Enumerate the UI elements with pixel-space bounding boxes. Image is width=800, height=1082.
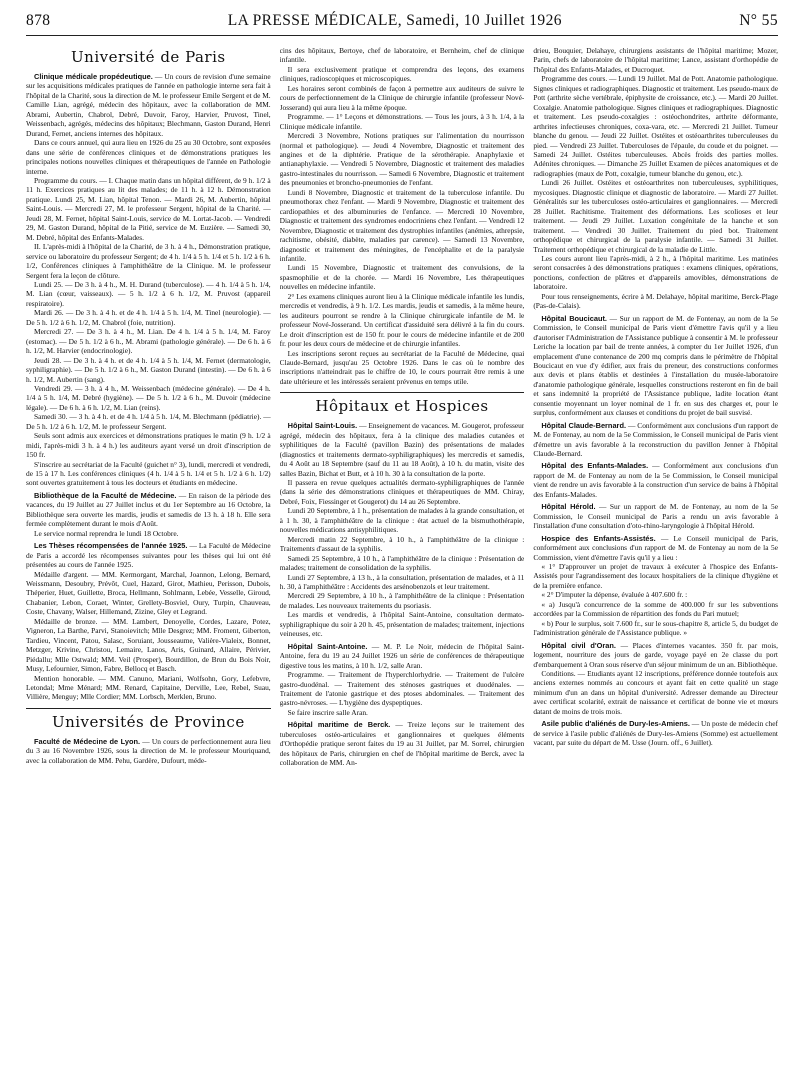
article-title: Hôpital Boucicaut. [541, 313, 607, 323]
article-text: — Un cours de perfectionnement aura lieu du 3 au 16 Novembre 1926, sous la direction de M. le professeur Mouriquand, avec la collaboration de MM. Pehu, Gardère, Dufourt, méde- [26, 736, 271, 765]
article-claude-bernard [533, 421, 778, 459]
article-text: — Un poste de médecin chef de service à l'asile public d'aliénés de Dury-les-Amiens (Somme) est actuellement vacant, par suite du départ de M. Usse (Journ. off., 6 Juillet). [533, 719, 778, 748]
paragraph: Programme. — 1° Leçons et démonstrations. — Tous les jours, à 3 h. 1/4, à la Clinique médicale infantile. [279, 112, 525, 131]
article-title: Clinique médicale propédeutique. [34, 72, 153, 81]
article-saint-louis [280, 421, 525, 478]
paragraph: Lundi 25. — De 3 h. à 4 h., M. H. Durand (tuberculose). — 4 h. 1/4 à 5 h. 1/4, M. Lian (cœur, vaisseaux). — 5 h. 1/2 à 6 h. 1/2, M. Pruvost (appareil respiratoire). [26, 279, 271, 308]
paragraph: Les inscriptions seront reçues au secrétariat de la Faculté de Médecine, quai Claude-Bernard, jusqu'au 25 Octobre 1926. Dans le cas où le nombre des inscriptions n'atteindrait pas le chiffre de 10, le cours pourrait être remis à une date ultérieure et les intéressés seraient prévenus en temps utile. [279, 348, 525, 386]
article-oran [533, 641, 778, 669]
paragraph: Mardi 26. — De 3 h. à 4 h. et de 4 h. 1/4 à 5 h. 1/4, M. Tinel (neurologie). — De 5 h. 1/2 à 6 h. 1/2, M. Chabrol (foie, nutrition). [26, 308, 271, 327]
article-text: — M. P. Le Noir, médecin de l'hôpital Saint-Antoine, fera du 19 au 24 Juillet 1926 un série de conférences de thérapeutique digestive tous les matins, à 10 h. 1/2, salle Aran. [279, 641, 525, 670]
article-title: Hôpital Claude-Bernard. [541, 420, 627, 430]
article-text: — La Faculté de Médecine de Paris a accordé les récompenses suivantes pour les thèses qui lui ont été présentées au cours de l'année 1925. [26, 541, 271, 570]
issue-number: N° 55 [739, 12, 778, 29]
article-dury [533, 719, 778, 747]
paragraph: Les horaires seront combinés de façon à permettre aux auditeurs de suivre le cours de perfectionnement de la Clinique de chirurgie infantile (professeur Nové-Josserand) qui aura lieu à la même époque. [279, 83, 525, 112]
paragraph: Vendredi 29. — 3 h. à 4 h., M. Weissenbach (médecine générale). — De 4 h. 1/4 à 5 h. 1/4, M. Debré (hygiène). — De 5 h. 1/2 à 6 h., M. Duvoir (médecine légale). — De 6 h. à 6 h. 1/2, M. Lian (reins). [26, 383, 271, 412]
article-text: — Sur un rapport de M. de Fontenay, au nom de la 5e Commission, le Conseil municipal de Paris a rendu un avis favorable à l'installation d'une consultation d'oto-rhino-laryngologie à l'hôpital Hérold. [533, 502, 778, 531]
article-clinique [26, 72, 271, 138]
columns [26, 46, 778, 1076]
column-1 [26, 46, 271, 1076]
article-herold [533, 502, 778, 530]
paragraph: Lundi 26 Juillet. Ostéites et ostéoarthrites non tuberculeuses, syphilitiques, mycosiques. Diagnostic clinique et diagnostic de laboratoire. — Mardi 27 Juillet. Généralités sur les tuberculoses ostéo-articulaires et ganglionnaires. — Mercredi 28 Juillet. Rachitisme. Traitement des déformations. Les scolioses et leur traitement. — Jeudi 29 Juillet. Luxation congénitale de la hanche et son traitement. — Vendredi 30 Juillet. Traitement du pied bot. Traitement orthopédique et chirurgical de la paralysie infantile. — Samedi 31 Juillet. Traitement orthopédique et chirurgical de la maladie de Little. [533, 178, 778, 254]
article-title: Les Thèses récompensées de l'année 1925. [34, 541, 188, 551]
paragraph: « 2° D'imputer la dépense, évaluée à 407.600 fr. : [541, 590, 688, 600]
article-title: Hôpital maritime de Berck. [287, 720, 391, 730]
article-text: — Enseignement de vacances. M. Gougerot, professeur agrégé, médecin des hôpitaux, fera à la clinique des maladies cutanées et syphilitiques de la Faculté (pavillon Bazin) des présentations de malades (diagnostics et traitements dermato-syphiligraphiques) les mercredis et samedis, du 4 Août au 18 Septembre (sauf du 11 au 18 Août), à 10 h. du matin, visite des salles Bazin, Bichat et Butt, et à 10 h. 30 à la consultation de la porte. [279, 421, 525, 478]
paragraph: Samedi 25 Septembre, à 10 h., à l'amphithéâtre de la clinique : Présentation de malades; traitement de consolidation de la syphilis. [279, 553, 525, 573]
article-text: — Sur un rapport de M. de Fontenay, au nom de la 5e Commission, le Conseil municipal de Paris vient d'émettre l'avis qu'il y a lieu d'autoriser l'Administration de l'Assistance publique à consentir à M. le professeur Leriche la location par bail de trente années, à compter du 1er Juillet 1926, d'un emplacement d'une contenance de 200 mq compris dans le périmètre de l'hôpital Boucicaut en vue d'y édifier, aux frais du preneur, des constructions conformes aux devis et plans établis et destinées à l'installation du musée-laboratoire d'anatomie pathologique générale, lesquelles constructions resteront en fin de bail et sans indemnité la propriété de l'Assistance publique, ladite location étant consentie moyennant un loyer nominal de 1 fr. en sus des charges et, pour le surplus, conformément aux clauses et conditions du projet de bail susvisé. [533, 313, 778, 418]
article-text: — Un cours de revision d'une semaine sur les acquisitions médicales pratiques de l'année en pathologie interne sera fait à l'hôpital de la Charité, sous la direction de M. le professeur Emile Sergent et de M. Camille Lian, agrégé, médecin des hôpitaux, avec la collaboration de MM. Abrami, Aubertin, Chabrol, Debré, Duvoir, Faroy, Harvier, Pruvost, Tinel, Weissenbach, agrégés, médecins des hôpitaux; Blechmann, Gaston Durand, Henri Durand, Fernet, anciens internes des hôpitaux. [26, 72, 271, 138]
article-text: — En raison de la période des vacances, du 19 Juillet au 27 Juillet inclus et du 1er Septembre au 16 Octobre, la Bibliothèque sera ouverte les mardis, jeudis et samedis de 13 h. à 18 h. Elle sera fermée complètement durant le mois d'Août. [26, 490, 271, 529]
article-bibliotheque [26, 491, 271, 529]
article-title: Hôpital Hérold. [541, 502, 596, 512]
article-text: — Le Conseil municipal de Paris, conformément aux conclusions d'un rapport de M. de Fontenay au nom de la 5e Commission, vient d'émettre l'avis qu'il y a lieu : [533, 533, 778, 562]
paragraph: Le service normal reprendra le lundi 18 Octobre. [34, 528, 179, 538]
article-enfants-assistes [533, 534, 778, 562]
paragraph: Les cours auront lieu l'après-midi, à 2 h., à l'hôpital maritime. Les matinées seront consacrées à des démonstrations pratiques : examens cliniques, opérations, ponctions, confection de plâtres et d'appareils amovibles, démonstrations de laboratoire. [533, 253, 778, 292]
article-theses [26, 541, 271, 569]
article-title: Hôpital civil d'Oran. [541, 640, 616, 650]
paragraph: Les mardis et vendredis, à l'hôpital Saint-Antoine, consultation dermato-syphiligraphique du soir à 20 h. 45, présentation de malades; traitement, injections veineuses, etc. [279, 610, 525, 639]
page-number: 878 [26, 12, 51, 29]
paragraph: Programme du cours. — I. Chaque matin dans un hôpital différent, de 9 h. 1/2 à 11 h. Exercices pratiques au lit des malades; de 11 h. à 12 h. Démonstration pratique. Lundi 25, M. Lian, hôpital Tenon. — Mardi 26, M. Aubertin, hôpital Saint-Louis. — Mercredi 27, M. le professeur Sergent, hôpital de la Charité. — Jeudi 28, M. Fernet, hôpital Saint-Louis, service de M. Lortat-Jacob. — Vendredi 29, M. Gaston Durand, hôpital de la Pitié, service de M. Euzière. — Samedi 30, M. Debré, hôpital des Enfants-Malades. [26, 175, 271, 242]
article-text: — Places d'internes vacantes. 350 fr. par mois, logement, nourriture des jours de garde, voyage payé en 2e classe du port d'embarquement à Oran sous réserve d'un séjour minimum de un an. Bibliothèque. [533, 640, 778, 669]
paragraph: Se faire inscrire salle Aran. [287, 707, 368, 717]
article-title: Hospice des Enfants-Assistés. [541, 533, 656, 543]
paragraph: S'inscrire au secrétariat de la Faculté (guichet n° 3), lundi, mercredi et vendredi, de 15 à 17 h. Les conférences cliniques (4 h. 1/4 à 5 h. 1/4 et 5 h. 1/2 à 6 h. 1/2) sont ouvertes gratuitement à tous les docteurs et étudiants en médecine. [26, 459, 271, 488]
journal-title: LA PRESSE MÉDICALE, Samedi, 10 Juillet 1926 [227, 12, 562, 29]
paragraph: Lundi 27 Septembre, à 13 h., à la consultation, présentation de malades, et à 11 h. 30, à l'amphithéâtre : Accidents des arsénobenzols et leur traitement. [279, 572, 525, 592]
paragraph: Lundi 15 Novembre, Diagnostic et traitement des convulsions, de la spasmophilie et de la chorée. — Mardi 16 Novembre, Les thérapeutiques nouvelles en médecine infantile. [279, 263, 525, 292]
paragraph: Il sera exclusivement pratique et comprendra des leçons, des examens cliniques, radioscopiques et microscopiques. [279, 64, 525, 84]
article-title: Hôpital Saint-Antoine. [287, 641, 368, 651]
section-title-universites-province: Universités de Province [51, 712, 245, 731]
article-title: Hôpital des Enfants-Malades. [541, 461, 649, 471]
paragraph: Mercredi 3 Novembre, Notions pratiques sur l'alimentation du nourrisson (normal et pathologique). — Jeudi 4 Novembre, Diagnostic et traitement des angines et de la diphtérie. Pratique de la sérothérapie. Anaphylaxie et antianaphylaxie. — Vendredi 5 Novembre, Diagnostic et traitement des maladies gastro-intestinales du nourrisson. — Samedi 6 Novembre, Diagnostic et traitement des pneumonies et broncho-pneumonies de l'enfant. [279, 131, 525, 188]
paragraph: Médaille de bronze. — MM. Lambert, Denoyelle, Cordes, Lazare, Potez, Vigneron, La Barthe, Parvi, Stanoievitch; Mlle Desgrez; MM. Froment, Giberton, Tardieu, Vincent, Patou, Salasc, Soruiant, Jousseaume, Valière-Vialeix, Bonnet, Metzger, Krivine, Christou, Lemaire, Lanos, Aris, Guinard, Allaire, Périvier, Piédallu; Mlle Ostwald; MM. Veil (Prosper), Bourdillon, de Brun du Bois Noir, Musy, Lefournier, Simon, Fabre, Bellocq et Basch. [26, 616, 271, 674]
paragraph: Seuls sont admis aux exercices et démonstrations pratiques le matin (9 h. 1/2 à midi, l'après-midi 3 h. à 4 h.) les auditeurs ayant versé un droit d'inscription de 150 fr. [26, 431, 271, 460]
column-3 [533, 46, 778, 1076]
paragraph: Pour tous renseignements, écrire à M. Delahaye, hôpital maritime, Berck-Plage (Pas-de-Calais). [533, 291, 778, 311]
paragraph: drieu, Bouquier, Delahaye, chirurgiens assistants de l'hôpital maritime; Mozer, Parin, chefs de laboratoire de l'hôpital maritime; Lance, assistant d'orthopédie de l'hôpital des Enfants-Malades, et Ducroquet. [533, 46, 778, 74]
paragraph: Médaille d'argent. — MM. Kermorgant, Marchal, Joannon, Lelong, Bernard, Weissmann, Desoubry, Prévôt, Cuel, Hazard, Girot, Mathieu, Perisson, Dubois, Théperier, Huet, Guillette, Broca, Hellmann, Sohlmann, Lebée, Vesselle, Giroud, Chabanier, Lebon, Coraet, Winter, Grellety-Bosviel, Oury, Turpin, Chauveau, Coste, Chavany, Walser, Hillemand, Zizine, Gley et Legrand. [26, 569, 271, 617]
paragraph: « b) Pour le surplus, soit 7.600 fr., sur le sous-chapitre 8, article 5, du budget de l'administration générale de l'Assistance publique. » [533, 618, 778, 638]
article-title: Hôpital Saint-Louis. [287, 421, 358, 431]
paragraph: 2° Les examens cliniques auront lieu à la Clinique médicale infantile les lundis, mercredis et vendredis, à 9 h. 1/2. Les mardis, jeudis et samedis, à la même heure, les auditeurs pourront se rendre à la Clinique chirurgicale infantile de M. le professeur Nové-Josserand. Un certificat d'assiduité sera délivré à la fin du cours. Le droit d'inscription est de 150 fr. pour le cours de médecine infantile et de 200 fr. pour les deux cours de médecine et de chirurgie infantiles. [279, 291, 525, 349]
column-2 [280, 46, 525, 1076]
section-title-universite-paris: Université de Paris [71, 48, 226, 66]
paragraph: Samedi 30. — 3 h. à 4 h. et de 4 h. 1/4 à 5 h. 1/4, M. Blechmann (pédiatrie). — De 5 h. 1/2 à 6 h. 1/2, M. le professeur Sergent. [26, 412, 271, 431]
paragraph: Lundi 8 Novembre, Diagnostic et traitement de la tuberculose infantile. Du pneumothorax chez l'enfant. — Mardi 9 Novembre, Diagnostic et traitement des cardiopathies et des albuminuries de l'enfance. — Mercredi 10 Novembre, Diagnostic et traitement des syndromes endocriniens chez l'enfant. — Vendredi 12 Novembre, Diagnostic et traitement des dystrophies infantiles (anémies, athrepsie, rachitisme, obésité, diabète, maladies par carence). — Samedi 13 Novembre, diagnostic et traitement des méningites, de l'encéphalite et de la paralysie infantile. [279, 187, 525, 263]
article-saint-antoine [280, 642, 525, 670]
section-divider [26, 708, 271, 709]
paragraph: Programme des cours. — Lundi 19 Juillet. Mal de Pott. Anatomie pathologique. Signes cliniques et radiographiques. Diagnostic et traitement. Les pseudo-maux de Pott (arthrite sèche vertébrale, épiphysite de croissance, etc.). — Mardi 20 Juillet. Coxalgie. Anatomie pathologique. Signes cliniques et radiographiques. Diagnostic et traitement. Les pseudo-coxalgies : ostéochondrites, arthrite déformante, arthrites infectieuses chroniques, coxa-vara, etc. — Mercredi 21 Juillet. Tumeur blanche du genou. — Jeudi 22 Juillet. Ostéites et ostéoarthrites tuberculeuses du pied. — Vendredi 23 Juillet. Tuberculoses de l'épaule, du coude et du poignet. — Samedi 24 Juillet. Ostéites tuberculeuses. Abcès froids des parties molles. Adénites chroniques. — Dimanche 25 Juillet Examen de pièces anatomiques et de radiographies (maux de Pott, coxalgie, tumeur blanche du genou, etc.). [533, 74, 778, 178]
paragraph: Mercredi matin 22 Septembre, à 10 h., à l'amphithéâtre de la clinique : Traitements d'assaut de la syphilis. [279, 534, 525, 554]
article-title: Asile public d'aliénés de Dury-les-Amiens. [541, 719, 690, 729]
article-berck [280, 720, 525, 767]
paragraph: Il passera en revue quelques actualités dermato-syphiligraphiques de l'année (dans la série des démonstrations cliniques et thérapeutiques de MM. Chiray, Debré, Foix, Fiessinger et Gougerot) du 14 au 26 Septembre. [279, 478, 525, 506]
paragraph: cins des hôpitaux, Bertoye, chef de laboratoire, et Bernheim, chef de clinique infantile. [279, 46, 525, 65]
article-lyon [26, 737, 271, 765]
article-enfants-malades [533, 461, 778, 499]
article-title: Bibliothèque de la Faculté de Médecine. [34, 490, 177, 500]
paragraph: Dans ce cours annuel, qui aura lieu en 1926 du 25 au 30 Octobre, sont exposées dans une série de conférences cliniques et de démonstrations pratiques les principales notions nouvelles cliniques et thérapeutiques de l'année en Pathologie interne. [26, 138, 271, 176]
paragraph: Lundi 20 Septembre, à 1 h., présentation de malades à la grande consultation, et à 1 h. 30, à l'amphithéâtre de la clinique : état actuel de la bismuthothérapie, nouvelles médications antisyphilitiques. [279, 506, 525, 535]
paragraph: Conditions. — Etudiants ayant 12 inscriptions, préférence donnée toutefois aux anciens externes nommés au concours et ayant fait en cette qualité un stage minimum d'un an dans un hôpital d'université. Adresser demande au Directeur avec certificat scolarité, extrait de naissance et certificat de bonne vie et mœurs datant de moins de trois mois. [533, 669, 778, 716]
article-boucicaut [533, 314, 778, 418]
article-text: — Conformément aux conclusions d'un rapport de M. de Fontenay, au nom de la 5e Commission, le Conseil municipal de Paris vient d'émettre un avis favorable à la reconstruction du pavillon Jenner à l'hôpital Claude-Bernard. [533, 420, 778, 459]
page-header [26, 12, 778, 36]
paragraph: Mercredi 29 Septembre, à 10 h., à l'amphithéâtre de la clinique : Présentation de malades. Les nouveaux traitements du psoriasis. [279, 591, 525, 610]
section-title-hopitaux: Hôpitaux et Hospices [315, 397, 489, 416]
paragraph: Jeudi 28. — De 3 h. à 4 h. et de 4 h. 1/4 à 5 h. 1/4, M. Fernet (dermatologie, syphiligraphie). — De 5 h. 1/2 à 6 h., M. Gaston Durand (intestin). — De 6 h. à 6 h. 1/2, M. Aubertin (sang). [26, 355, 271, 384]
paragraph: « 1° D'approuver un projet de travaux à exécuter à l'hospice des Enfants-Assistés pour l'agrandissement des locaux hospitaliers de la clinique d'hygiène et de la première enfance. [533, 562, 778, 590]
article-text: — Treize leçons sur le traitement des tuberculoses ostéo-articulaires et ganglionnaires et quelques éléments d'Orthopédie pratique seront faites du 19 au 31 Juillet, par M. Sorrel, chirurgien des hôpitaux de Paris, chirurgien en chef de l'hôpital maritime de Berck, avec la collaboration de MM. An- [279, 720, 525, 768]
section-divider [280, 392, 525, 393]
paragraph: Programme. — Traitement de l'hyperchlorhydrie. — Traitement de l'ulcère gastro-duodénal. — Traitement des sténoses gastriques et duodénales. — Traitement de l'atonie gastrique et des ptoses abdominales. — Traitement des gastro-névroses. — L'hygiène des dyspeptiques. [279, 670, 525, 708]
paragraph: « a) Jusqu'à concurrence de la somme de 400.000 fr sur les subventions accordées par la Commission de répartition des fonds du Pari mutuel; [533, 599, 778, 619]
paragraph: Mention honorable. — MM. Canuno, Mariani, Wolfsohn, Gory, Lefebvre, Letondal; Mme Ménard; MM. Renard, Capitaine, Derville, Lee, Rebel, Suau, Villière, Menguy; Mlle Cordier; MM. Lorbsch, Merklen, Bruno. [26, 673, 271, 702]
article-text: — Conformément aux conclusions d'un rapport de M. de Fontenay au nom de la 5e Commission, le Conseil municipal vient de rendre un avis favorable à la construction d'un service de bains à l'hôpital des Enfants-Malades. [533, 461, 778, 499]
paragraph: II. L'après-midi à l'hôpital de la Charité, de 3 h. à 4 h., Démonstration pratique, service ou laboratoire du professeur Sergent; de 4 h. 1/4 à 5 h. 1/4 et 5 h. 1/2 à 6 h. 1/2, Conférences cliniques à l'amphithéâtre de la Clinique. M. le professeur Sergent fera la leçon de clôture. [26, 242, 271, 280]
article-title: Faculté de Médecine de Lyon. [34, 736, 141, 746]
paragraph: Mercredi 27. — De 3 h. à 4 h., M. Lian. De 4 h. 1/4 à 5 h. 1/4, M. Faroy (estomac). — De 5 h. 1/2 à 6 h., M. Abrami (pathologie générale). — De 6 h. à 6 h. 1/2, M. Harvier (endocrinologie). [26, 327, 271, 356]
